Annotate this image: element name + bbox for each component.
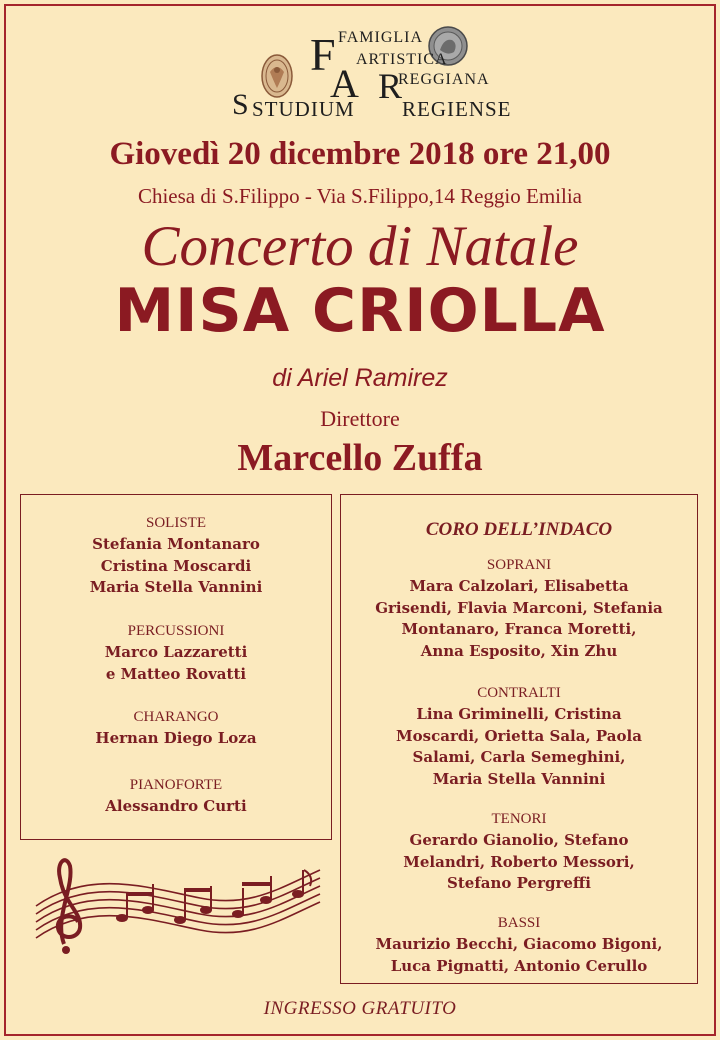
logo-studium: STUDIUM [252,97,355,121]
tenori-label: TENORI [491,811,547,827]
contralti-section [341,683,697,790]
pianoforte-section [21,775,331,818]
percussioni-label: PERCUSSIONI [127,623,225,639]
tenori-section [341,809,697,895]
association-logo [232,24,512,121]
event-date: Giovedì 20 dicembre 2018 ore 21,00 [109,136,611,172]
free-entry-note: INGRESSO GRATUITO [263,998,457,1019]
work-title: MISA CRIOLLA [114,276,606,346]
music-staff-icon [30,848,326,960]
soprani-label: SOPRANI [486,557,552,573]
event-place: Chiesa di S.Filippo - Via S.Filippo,14 Reggio Emilia [137,184,583,208]
crest-icon [260,52,294,100]
choir-name: CORO DELL’INDACO [425,519,613,540]
performers-box [20,494,332,840]
logo-famiglia: FAMIGLIA [338,29,424,46]
soprani-section [341,555,697,662]
soliste-label: SOLISTE [146,515,206,531]
tenori-names: Melandri, Roberto Messori, [403,852,635,871]
contralti-names: Lina Griminelli, Cristina [416,705,622,723]
logo-reggiana: REGGIANA [398,71,490,88]
bassi-section [341,913,697,977]
tenori-names: Stefano Pergreffi [447,874,591,892]
percussioni-section [21,621,331,685]
soprani-names: Grisendi, Flavia Marconi, Stefania [375,598,663,617]
logo-letter-s: S [232,88,249,121]
tenori-names: Gerardo Gianolio, Stefano [409,831,629,849]
logo-letter-a: A [330,61,359,106]
logo-regiense: REGIENSE [402,97,512,121]
event-title: Concerto di Natale [141,215,579,278]
charango-label: CHARANGO [133,709,219,725]
soprani-names: Mara Calzolari, Elisabetta [409,577,629,595]
soliste-section [21,513,331,599]
logo-letter-r: R [378,66,403,106]
pianoforte-label: PIANOFORTE [129,777,223,793]
pianoforte-name: Alessandro Curti [105,797,247,815]
soprani-names: Montanaro, Franca Moretti, [401,620,637,638]
bassi-label: BASSI [497,915,541,931]
contralti-names: Salami, Carla Semeghini, [412,748,626,766]
composer: di Ariel Ramirez [272,364,448,392]
bassi-names: Luca Pignatti, Antonio Cerullo [390,956,648,975]
choir-box [340,494,698,984]
soprani-names: Anna Esposito, Xin Zhu [420,641,618,660]
contralti-names: Moscardi, Orietta Sala, Paola [396,726,642,745]
director-name: Marcello Zuffa [237,437,483,479]
logo-letter-f: F [310,29,336,80]
soliste-name: Cristina Moscardi [100,556,252,575]
charango-section [21,707,331,750]
logo-artistica: ARTISTICA [356,51,448,68]
percussioni-name: Marco Lazzaretti [104,643,248,661]
contralti-names: Maria Stella Vannini [432,769,606,788]
contralti-label: CONTRALTI [477,685,561,701]
bassi-names: Maurizio Becchi, Giacomo Bigoni, [375,935,663,953]
percussioni-name: e Matteo Rovatti [105,664,247,683]
charango-name: Hernan Diego Loza [95,729,257,747]
director-label: Direttore [320,406,400,431]
soliste-name: Maria Stella Vannini [89,578,263,596]
soliste-name: Stefania Montanaro [92,535,260,553]
